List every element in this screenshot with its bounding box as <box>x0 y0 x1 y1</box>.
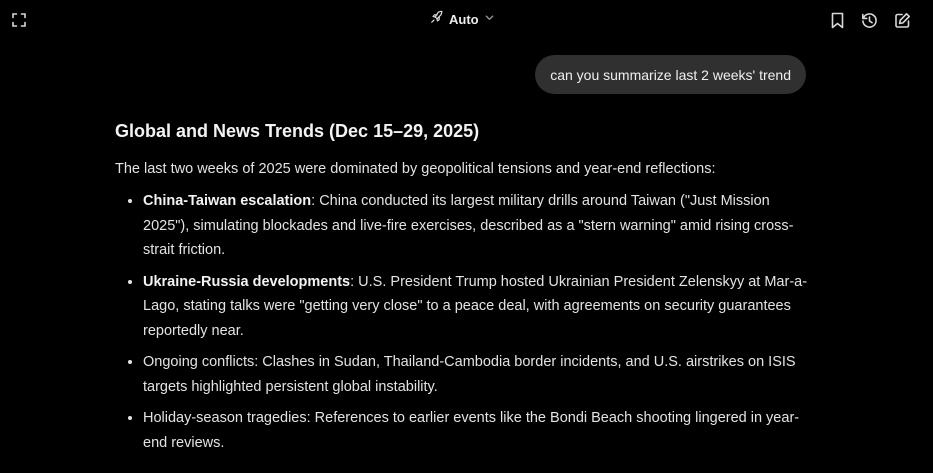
user-message-text: can you summarize last 2 weeks' trend <box>550 66 791 83</box>
bookmark-icon[interactable] <box>827 10 847 30</box>
model-selector[interactable] <box>430 9 495 29</box>
list-item-text: : U.S. President Trump hosted Ukrainian President Zelenskyy at Mar-a-Lago, stating talks were "getting very close" to a peace deal, with agreements on security guarantees reportedly near. <box>143 273 808 339</box>
list-item-text: : China conducted its largest military drills around Taiwan ("Just Mission 2025"), simulating blockades and live-fire exercises, described as a "stern warning" amid rising cross-strait friction. <box>143 193 794 258</box>
list-item <box>143 406 811 455</box>
list-item <box>143 270 811 344</box>
list-item <box>143 350 811 399</box>
chevron-down-icon <box>484 10 495 28</box>
response-intro: The last two weeks of 2025 were dominated by geopolitical tensions and year-end reflections: <box>115 161 716 177</box>
model-label: Auto <box>449 11 479 27</box>
list-item-text: Holiday-season tragedies: References to earlier events like the Bondi Beach shooting lingered in year-end reviews. <box>143 410 800 451</box>
list-item-text: Ongoing conflicts: Clashes in Sudan, Thailand-Cambodia border incidents, and U.S. airstrikes on ISIS targets highlighted persistent global instability. <box>143 354 796 395</box>
list-item-heading: Ukraine-Russia developments <box>143 273 351 290</box>
assistant-response <box>115 118 811 462</box>
user-message-bubble <box>535 55 806 94</box>
list-item-heading: China-Taiwan escalation <box>143 193 312 209</box>
rocket-icon <box>430 10 444 29</box>
new-chat-icon[interactable] <box>892 10 912 30</box>
response-list <box>115 189 811 455</box>
response-title: Global and News Trends (Dec 15–29, 2025) <box>115 121 480 141</box>
list-item <box>143 189 811 263</box>
expand-icon[interactable] <box>9 10 29 30</box>
history-icon[interactable] <box>859 10 879 30</box>
